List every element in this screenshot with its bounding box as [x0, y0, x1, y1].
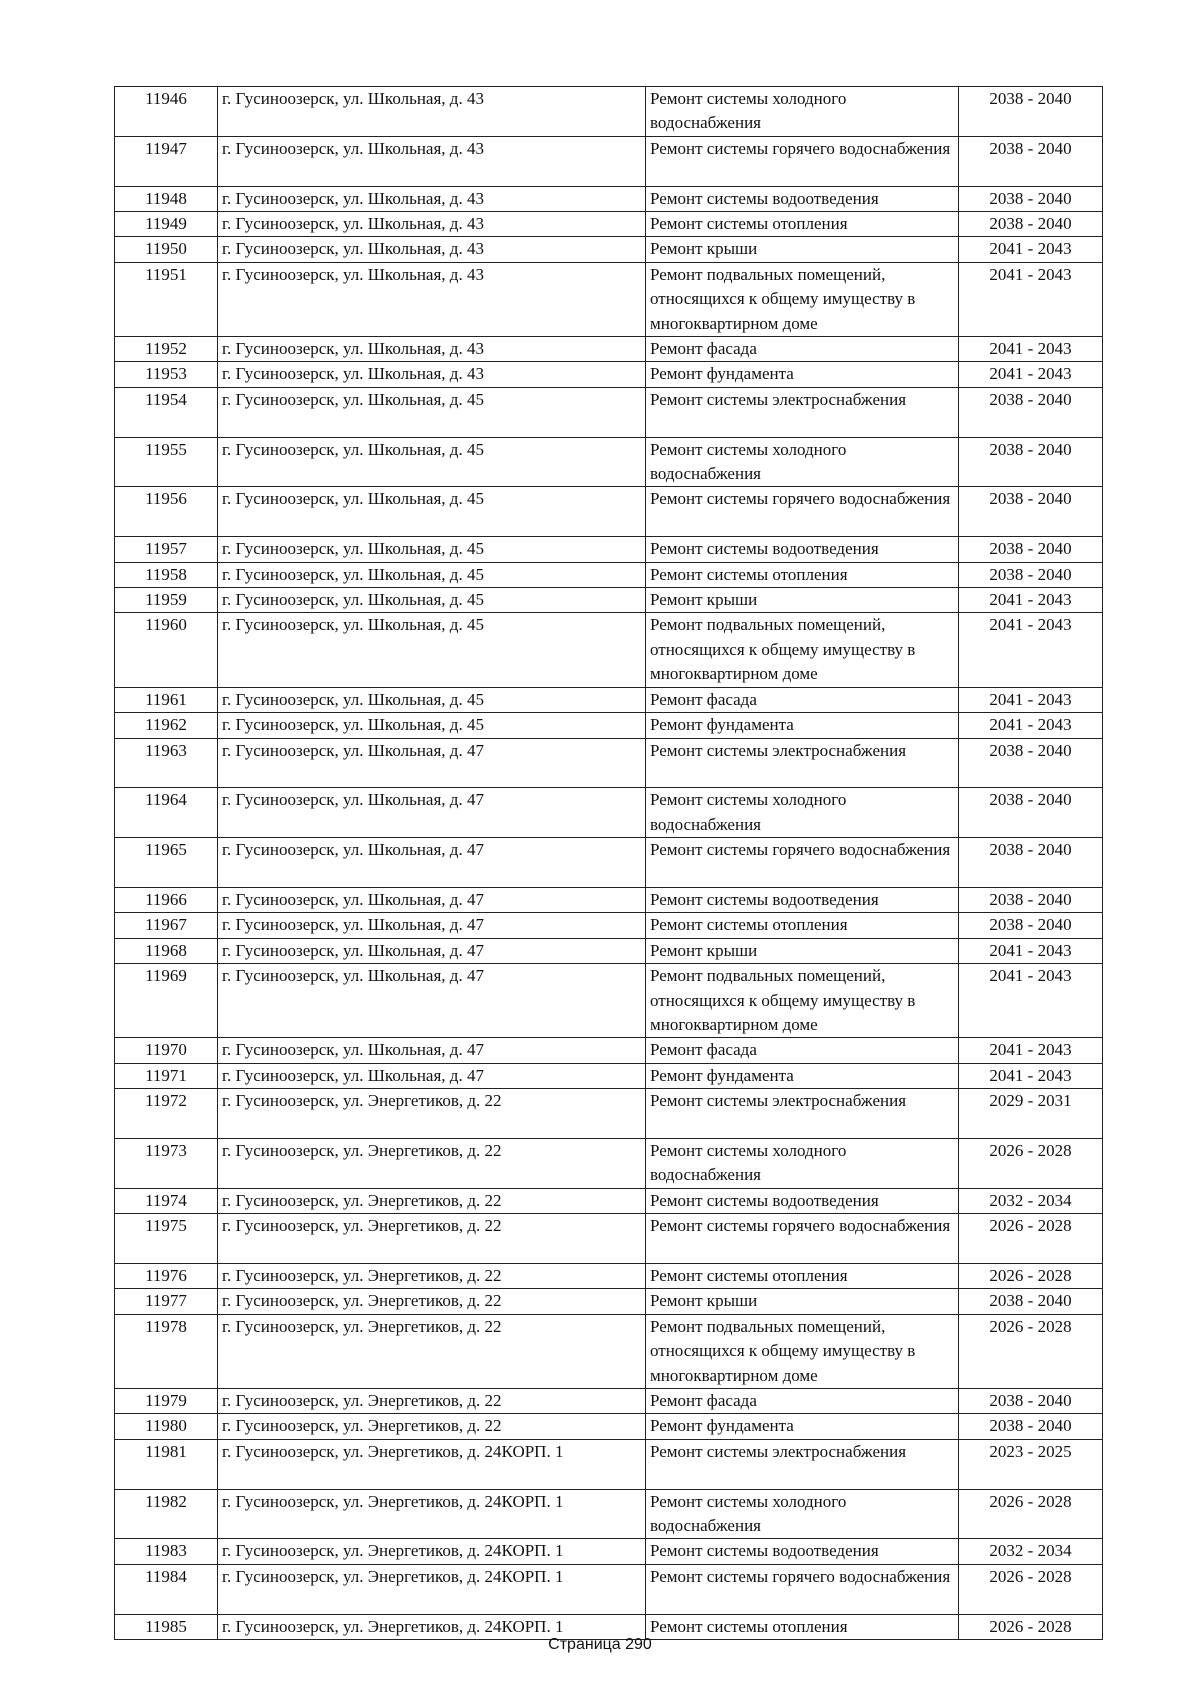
address-cell: г. Гусиноозерск, ул. Школьная, д. 47: [218, 913, 646, 938]
address-cell: г. Гусиноозерск, ул. Энергетиков, д. 24КОРП. 1: [218, 1539, 646, 1564]
work-type-cell: Ремонт фасада: [646, 1038, 959, 1063]
work-type-cell: Ремонт системы холодного водоснабжения: [646, 788, 959, 838]
address-cell: г. Гусиноозерск, ул. Школьная, д. 47: [218, 838, 646, 888]
row-number-cell: 11957: [115, 537, 218, 562]
row-number-cell: 11951: [115, 262, 218, 336]
address-cell: г. Гусиноозерск, ул. Школьная, д. 47: [218, 938, 646, 963]
table-row: [115, 964, 1103, 1038]
work-type-cell: Ремонт крыши: [646, 938, 959, 963]
address-cell: г. Гусиноозерск, ул. Школьная, д. 47: [218, 1063, 646, 1088]
row-number-cell: 11965: [115, 838, 218, 888]
table-row: [115, 212, 1103, 237]
period-cell: 2023 - 2025: [959, 1439, 1103, 1489]
table-row: [115, 1389, 1103, 1414]
work-type-cell: Ремонт системы горячего водоснабжения: [646, 1564, 959, 1614]
work-type-cell: Ремонт крыши: [646, 588, 959, 613]
period-cell: 2038 - 2040: [959, 1289, 1103, 1314]
table-row: [115, 613, 1103, 687]
period-cell: 2026 - 2028: [959, 1564, 1103, 1614]
row-number-cell: 11956: [115, 487, 218, 537]
table-row: [115, 387, 1103, 437]
address-cell: г. Гусиноозерск, ул. Школьная, д. 43: [218, 262, 646, 336]
period-cell: 2038 - 2040: [959, 437, 1103, 487]
table-row: [115, 537, 1103, 562]
period-cell: 2041 - 2043: [959, 237, 1103, 262]
period-cell: 2038 - 2040: [959, 186, 1103, 211]
page-number-footer: Страница 290: [548, 1636, 652, 1653]
address-cell: г. Гусиноозерск, ул. Школьная, д. 47: [218, 964, 646, 1038]
work-type-cell: Ремонт системы горячего водоснабжения: [646, 838, 959, 888]
address-cell: г. Гусиноозерск, ул. Школьная, д. 45: [218, 588, 646, 613]
table-row: [115, 136, 1103, 186]
period-cell: 2026 - 2028: [959, 1489, 1103, 1539]
work-type-cell: Ремонт фасада: [646, 1389, 959, 1414]
table-row: [115, 713, 1103, 738]
table-row: [115, 1564, 1103, 1614]
period-cell: 2026 - 2028: [959, 1614, 1103, 1639]
address-cell: г. Гусиноозерск, ул. Школьная, д. 43: [218, 186, 646, 211]
address-cell: г. Гусиноозерск, ул. Энергетиков, д. 24КОРП. 1: [218, 1614, 646, 1639]
period-cell: 2041 - 2043: [959, 938, 1103, 963]
period-cell: 2038 - 2040: [959, 738, 1103, 788]
period-cell: 2038 - 2040: [959, 887, 1103, 912]
table-row: [115, 337, 1103, 362]
row-number-cell: 11974: [115, 1188, 218, 1213]
period-cell: 2038 - 2040: [959, 788, 1103, 838]
period-cell: 2038 - 2040: [959, 487, 1103, 537]
work-type-cell: Ремонт системы отопления: [646, 913, 959, 938]
address-cell: г. Гусиноозерск, ул. Школьная, д. 47: [218, 1038, 646, 1063]
table-row: [115, 913, 1103, 938]
row-number-cell: 11976: [115, 1263, 218, 1288]
work-type-cell: Ремонт системы водоотведения: [646, 1188, 959, 1213]
work-type-cell: Ремонт системы горячего водоснабжения: [646, 487, 959, 537]
address-cell: г. Гусиноозерск, ул. Энергетиков, д. 22: [218, 1314, 646, 1388]
table-row: [115, 938, 1103, 963]
period-cell: 2038 - 2040: [959, 87, 1103, 137]
row-number-cell: 11963: [115, 738, 218, 788]
work-type-cell: Ремонт системы отопления: [646, 562, 959, 587]
address-cell: г. Гусиноозерск, ул. Энергетиков, д. 22: [218, 1214, 646, 1264]
period-cell: 2026 - 2028: [959, 1263, 1103, 1288]
address-cell: г. Гусиноозерск, ул. Школьная, д. 45: [218, 713, 646, 738]
row-number-cell: 11970: [115, 1038, 218, 1063]
table-row: [115, 87, 1103, 137]
period-cell: 2038 - 2040: [959, 1389, 1103, 1414]
repair-schedule-table: [114, 86, 1103, 1640]
row-number-cell: 11958: [115, 562, 218, 587]
work-type-cell: Ремонт системы отопления: [646, 1263, 959, 1288]
address-cell: г. Гусиноозерск, ул. Школьная, д. 43: [218, 212, 646, 237]
table-row: [115, 1414, 1103, 1439]
work-type-cell: Ремонт подвальных помещений, относящихся к общему имуществу в многоквартирном доме: [646, 262, 959, 336]
row-number-cell: 11975: [115, 1214, 218, 1264]
row-number-cell: 11981: [115, 1439, 218, 1489]
address-cell: г. Гусиноозерск, ул. Энергетиков, д. 22: [218, 1389, 646, 1414]
work-type-cell: Ремонт системы водоотведения: [646, 537, 959, 562]
row-number-cell: 11959: [115, 588, 218, 613]
period-cell: 2038 - 2040: [959, 562, 1103, 587]
address-cell: г. Гусиноозерск, ул. Энергетиков, д. 24КОРП. 1: [218, 1564, 646, 1614]
work-type-cell: Ремонт системы электроснабжения: [646, 387, 959, 437]
row-number-cell: 11950: [115, 237, 218, 262]
row-number-cell: 11977: [115, 1289, 218, 1314]
address-cell: г. Гусиноозерск, ул. Энергетиков, д. 22: [218, 1089, 646, 1139]
address-cell: г. Гусиноозерск, ул. Энергетиков, д. 24КОРП. 1: [218, 1439, 646, 1489]
work-type-cell: Ремонт системы электроснабжения: [646, 1439, 959, 1489]
work-type-cell: Ремонт системы горячего водоснабжения: [646, 136, 959, 186]
table-row: [115, 1314, 1103, 1388]
address-cell: г. Гусиноозерск, ул. Школьная, д. 43: [218, 337, 646, 362]
table-row: [115, 1063, 1103, 1088]
address-cell: г. Гусиноозерск, ул. Школьная, д. 47: [218, 738, 646, 788]
table-body: [115, 87, 1103, 1640]
work-type-cell: Ремонт системы холодного водоснабжения: [646, 87, 959, 137]
row-number-cell: 11973: [115, 1138, 218, 1188]
row-number-cell: 11968: [115, 938, 218, 963]
work-type-cell: Ремонт подвальных помещений, относящихся к общему имуществу в многоквартирном доме: [646, 964, 959, 1038]
row-number-cell: 11980: [115, 1414, 218, 1439]
period-cell: 2029 - 2031: [959, 1089, 1103, 1139]
row-number-cell: 11971: [115, 1063, 218, 1088]
table-row: [115, 1214, 1103, 1264]
row-number-cell: 11949: [115, 212, 218, 237]
table-row: [115, 1263, 1103, 1288]
address-cell: г. Гусиноозерск, ул. Энергетиков, д. 22: [218, 1414, 646, 1439]
period-cell: 2038 - 2040: [959, 537, 1103, 562]
address-cell: г. Гусиноозерск, ул. Энергетиков, д. 24КОРП. 1: [218, 1489, 646, 1539]
address-cell: г. Гусиноозерск, ул. Школьная, д. 45: [218, 613, 646, 687]
work-type-cell: Ремонт подвальных помещений, относящихся к общему имуществу в многоквартирном доме: [646, 1314, 959, 1388]
row-number-cell: 11984: [115, 1564, 218, 1614]
address-cell: г. Гусиноозерск, ул. Школьная, д. 45: [218, 562, 646, 587]
row-number-cell: 11946: [115, 87, 218, 137]
work-type-cell: Ремонт крыши: [646, 1289, 959, 1314]
work-type-cell: Ремонт фундамента: [646, 713, 959, 738]
period-cell: 2038 - 2040: [959, 212, 1103, 237]
work-type-cell: Ремонт системы водоотведения: [646, 1539, 959, 1564]
work-type-cell: Ремонт системы электроснабжения: [646, 1089, 959, 1139]
address-cell: г. Гусиноозерск, ул. Школьная, д. 45: [218, 387, 646, 437]
period-cell: 2032 - 2034: [959, 1539, 1103, 1564]
address-cell: г. Гусиноозерск, ул. Школьная, д. 45: [218, 437, 646, 487]
row-number-cell: 11978: [115, 1314, 218, 1388]
row-number-cell: 11967: [115, 913, 218, 938]
period-cell: 2041 - 2043: [959, 713, 1103, 738]
period-cell: 2041 - 2043: [959, 1038, 1103, 1063]
table-row: [115, 1539, 1103, 1564]
period-cell: 2041 - 2043: [959, 337, 1103, 362]
row-number-cell: 11985: [115, 1614, 218, 1639]
row-number-cell: 11961: [115, 687, 218, 712]
period-cell: 2041 - 2043: [959, 964, 1103, 1038]
period-cell: 2041 - 2043: [959, 613, 1103, 687]
address-cell: г. Гусиноозерск, ул. Школьная, д. 45: [218, 687, 646, 712]
period-cell: 2026 - 2028: [959, 1214, 1103, 1264]
row-number-cell: 11960: [115, 613, 218, 687]
row-number-cell: 11953: [115, 362, 218, 387]
address-cell: г. Гусиноозерск, ул. Школьная, д. 47: [218, 788, 646, 838]
table-row: [115, 588, 1103, 613]
work-type-cell: Ремонт подвальных помещений, относящихся к общему имуществу в многоквартирном доме: [646, 613, 959, 687]
document-table-container: [114, 86, 1102, 1640]
table-row: [115, 1089, 1103, 1139]
address-cell: г. Гусиноозерск, ул. Энергетиков, д. 22: [218, 1188, 646, 1213]
table-row: [115, 362, 1103, 387]
table-row: [115, 1138, 1103, 1188]
table-row: [115, 887, 1103, 912]
period-cell: 2026 - 2028: [959, 1314, 1103, 1388]
period-cell: 2038 - 2040: [959, 136, 1103, 186]
period-cell: 2038 - 2040: [959, 387, 1103, 437]
period-cell: 2038 - 2040: [959, 838, 1103, 888]
row-number-cell: 11983: [115, 1539, 218, 1564]
period-cell: 2041 - 2043: [959, 262, 1103, 336]
work-type-cell: Ремонт фундамента: [646, 1414, 959, 1439]
address-cell: г. Гусиноозерск, ул. Школьная, д. 47: [218, 887, 646, 912]
table-row: [115, 1188, 1103, 1213]
table-row: [115, 1439, 1103, 1489]
address-cell: г. Гусиноозерск, ул. Школьная, д. 43: [218, 237, 646, 262]
address-cell: г. Гусиноозерск, ул. Школьная, д. 43: [218, 87, 646, 137]
row-number-cell: 11952: [115, 337, 218, 362]
work-type-cell: Ремонт фундамента: [646, 362, 959, 387]
address-cell: г. Гусиноозерск, ул. Школьная, д. 45: [218, 487, 646, 537]
row-number-cell: 11972: [115, 1089, 218, 1139]
table-row: [115, 562, 1103, 587]
period-cell: 2032 - 2034: [959, 1188, 1103, 1213]
work-type-cell: Ремонт системы отопления: [646, 212, 959, 237]
table-row: [115, 487, 1103, 537]
table-row: [115, 262, 1103, 336]
work-type-cell: Ремонт системы холодного водоснабжения: [646, 437, 959, 487]
period-cell: 2041 - 2043: [959, 1063, 1103, 1088]
row-number-cell: 11964: [115, 788, 218, 838]
address-cell: г. Гусиноозерск, ул. Энергетиков, д. 22: [218, 1138, 646, 1188]
period-cell: 2038 - 2040: [959, 913, 1103, 938]
work-type-cell: Ремонт фасада: [646, 337, 959, 362]
address-cell: г. Гусиноозерск, ул. Энергетиков, д. 22: [218, 1263, 646, 1288]
work-type-cell: Ремонт системы водоотведения: [646, 887, 959, 912]
table-row: [115, 186, 1103, 211]
table-row: [115, 237, 1103, 262]
table-row: [115, 1038, 1103, 1063]
row-number-cell: 11948: [115, 186, 218, 211]
row-number-cell: 11979: [115, 1389, 218, 1414]
row-number-cell: 11947: [115, 136, 218, 186]
work-type-cell: Ремонт системы холодного водоснабжения: [646, 1489, 959, 1539]
work-type-cell: Ремонт системы горячего водоснабжения: [646, 1214, 959, 1264]
table-row: [115, 1289, 1103, 1314]
row-number-cell: 11954: [115, 387, 218, 437]
work-type-cell: Ремонт системы водоотведения: [646, 186, 959, 211]
table-row: [115, 437, 1103, 487]
period-cell: 2041 - 2043: [959, 588, 1103, 613]
period-cell: 2038 - 2040: [959, 1414, 1103, 1439]
work-type-cell: Ремонт фасада: [646, 687, 959, 712]
table-row: [115, 738, 1103, 788]
table-row: [115, 687, 1103, 712]
table-row: [115, 838, 1103, 888]
row-number-cell: 11982: [115, 1489, 218, 1539]
address-cell: г. Гусиноозерск, ул. Школьная, д. 43: [218, 362, 646, 387]
period-cell: 2026 - 2028: [959, 1138, 1103, 1188]
work-type-cell: Ремонт системы электроснабжения: [646, 738, 959, 788]
work-type-cell: Ремонт системы отопления: [646, 1614, 959, 1639]
table-row: [115, 788, 1103, 838]
row-number-cell: 11955: [115, 437, 218, 487]
address-cell: г. Гусиноозерск, ул. Школьная, д. 43: [218, 136, 646, 186]
row-number-cell: 11962: [115, 713, 218, 738]
work-type-cell: Ремонт фундамента: [646, 1063, 959, 1088]
period-cell: 2041 - 2043: [959, 687, 1103, 712]
address-cell: г. Гусиноозерск, ул. Энергетиков, д. 22: [218, 1289, 646, 1314]
address-cell: г. Гусиноозерск, ул. Школьная, д. 45: [218, 537, 646, 562]
period-cell: 2041 - 2043: [959, 362, 1103, 387]
work-type-cell: Ремонт крыши: [646, 237, 959, 262]
table-row: [115, 1489, 1103, 1539]
row-number-cell: 11966: [115, 887, 218, 912]
row-number-cell: 11969: [115, 964, 218, 1038]
work-type-cell: Ремонт системы холодного водоснабжения: [646, 1138, 959, 1188]
